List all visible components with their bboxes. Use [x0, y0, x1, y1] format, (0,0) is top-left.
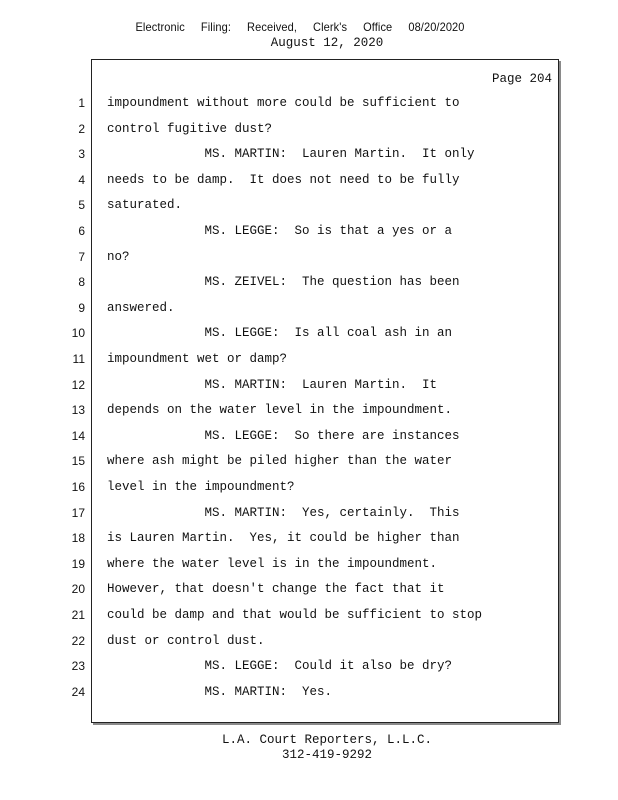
line-number: 23 [71, 659, 85, 674]
filing-word: Filing: [200, 20, 232, 34]
line-number: 12 [71, 377, 85, 392]
footer-company: L.A. Court Reporters, L.L.C. [221, 733, 433, 747]
line-number: 19 [71, 556, 85, 571]
line-text: answered. [107, 300, 175, 315]
line-text: MS. LEGGE: So there are instances [107, 428, 460, 443]
line-number: 14 [71, 428, 85, 443]
filing-word: Received, [247, 20, 297, 34]
line-text: where ash might be piled higher than the water [107, 454, 453, 469]
line-text: impoundment wet or damp? [107, 352, 288, 366]
line-number: 16 [71, 480, 85, 494]
line-number: 18 [71, 531, 85, 546]
line-number: 17 [71, 505, 85, 520]
transcript-date: August 12, 2020 [270, 36, 384, 50]
filing-word: Office [363, 20, 393, 34]
line-number: 8 [78, 275, 85, 290]
line-number: 11 [72, 352, 85, 366]
line-number: 24 [71, 684, 85, 699]
line-text: no? [107, 249, 130, 264]
line-number: 13 [71, 403, 85, 418]
line-text: However, that doesn't change the fact that it [107, 582, 445, 597]
filing-word: Clerk's [313, 20, 348, 34]
line-text: MS. LEGGE: Is all coal ash in an [107, 326, 453, 341]
line-number: 2 [78, 121, 85, 136]
line-text: MS. ZEIVEL: The question has been [107, 275, 460, 290]
filing-word: Electronic [135, 20, 185, 34]
line-text: impoundment without more could be sufficient to [107, 96, 460, 110]
line-number: 3 [78, 147, 85, 162]
line-number: 22 [71, 633, 85, 648]
line-text: dust or control dust. [107, 633, 265, 648]
line-text: level in the impoundment? [107, 480, 295, 494]
line-number: 4 [78, 172, 85, 187]
line-text: depends on the water level in the impoundment. [107, 403, 453, 418]
line-number: 5 [78, 198, 85, 213]
filing-word: 08/20/2020 [408, 20, 465, 34]
line-text: MS. MARTIN: Yes, certainly. This [107, 505, 460, 520]
line-number: 9 [78, 300, 85, 315]
line-text: needs to be damp. It does not need to be fully [107, 172, 460, 187]
line-number: 20 [71, 582, 85, 597]
line-text: is Lauren Martin. Yes, it could be higher than [107, 531, 460, 546]
line-text: where the water level is in the impoundment. [107, 556, 438, 571]
line-text: MS. MARTIN: Lauren Martin. It [107, 377, 438, 392]
line-number: 10 [71, 326, 85, 341]
line-number: 7 [78, 249, 85, 264]
line-number: 6 [78, 224, 85, 238]
footer-phone: 312-419-9292 [281, 748, 372, 762]
line-text: control fugitive dust? [107, 121, 273, 136]
page-number: Page 204 [491, 72, 552, 86]
line-text: MS. MARTIN: Lauren Martin. It only [107, 147, 475, 162]
line-text: MS. MARTIN: Yes. [107, 684, 333, 699]
line-number: 1 [78, 96, 85, 110]
line-text: MS. LEGGE: So is that a yes or a [107, 224, 453, 238]
line-number: 15 [71, 454, 85, 469]
line-text: saturated. [107, 198, 183, 213]
line-text: could be damp and that would be sufficient to stop [107, 608, 483, 622]
line-number: 21 [71, 608, 85, 622]
filing-stamp [24, 20, 576, 34]
line-text: MS. LEGGE: Could it also be dry? [107, 659, 453, 674]
